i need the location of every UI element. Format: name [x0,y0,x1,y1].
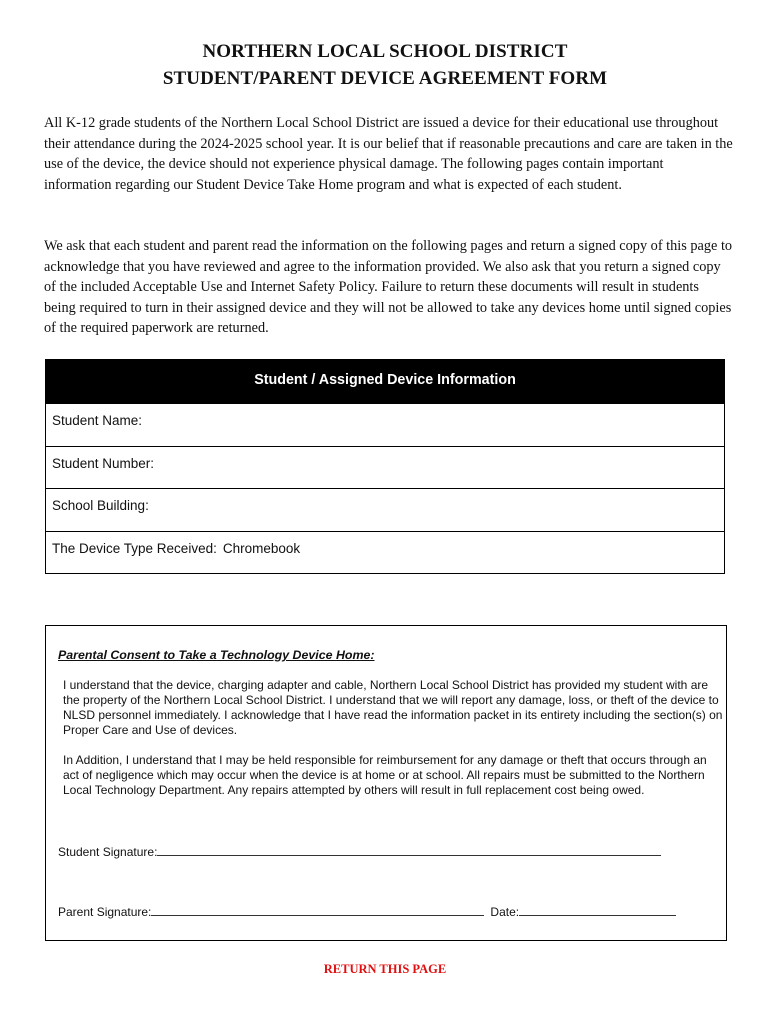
parent-signature-label: Parent Signature: [58,905,152,919]
intro-paragraph-1: All K-12 grade students of the Northern Local School District are issued a device for their educational use throughout their attendance during the 2024-2025 school year. It is our belief that if reasonable precautions and care are taken in the use of the device, the device should not experience physical damage. The following pages contain important information regarding our Student Device Take Home program and what is expected of each student. [44,115,733,193]
student-number-row[interactable] [46,446,724,489]
consent-paragraph-1: I understand that the device, charging adapter and cable, Northern Local School District has provided my student with are the property of the Northern Local School District. I understand that we will report any damage, loss, or theft of the device to NLSD personnel immediately. I acknowledge that I have read the information packet in its entirety including the section(s) on Proper Care and Use of devices. [63,678,723,737]
device-info-table [45,359,725,574]
device-type-label: The Device Type Received: [52,540,217,556]
school-building-label: School Building: [52,498,149,513]
student-signature-line [58,844,661,859]
date-field[interactable] [519,904,676,916]
form-title: STUDENT/PARENT DEVICE AGREEMENT FORM [162,68,608,89]
page-title: NORTHERN LOCAL SCHOOL DISTRICT [202,41,568,62]
student-name-row[interactable] [46,403,724,446]
student-name-label: Student Name: [52,413,143,428]
device-info-header: Student / Assigned Device Information [46,360,724,403]
device-type-row [46,531,724,574]
student-signature-label: Student Signature: [58,845,158,859]
return-this-page-note: RETURN THIS PAGE [323,962,447,976]
device-type-value: Chromebook [222,540,301,556]
parent-signature-field[interactable] [151,904,484,916]
parent-signature-line [58,904,676,919]
school-building-row[interactable] [46,488,724,531]
date-label: Date: [490,905,520,919]
parental-consent-box [45,625,727,941]
student-signature-field[interactable] [157,844,661,856]
consent-paragraph-2: In Addition, I understand that I may be held responsible for reimbursement for any damage or theft that occurs through an act of negligence which may occur when the device is at home or at school. All repairs must be submitted to the Northern Local Technology Department. Any repairs attempted by others will result in full replacement cost being owed. [63,753,707,797]
student-number-label: Student Number: [52,455,155,471]
consent-title: Parental Consent to Take a Technology Device Home: [58,648,375,662]
intro-paragraph-2: We ask that each student and parent read the information on the following pages and return a signed copy of this page to acknowledge that you have reviewed and agree to the information provided. We also ask that you return a signed copy of the included Acceptable Use and Internet Safety Policy. Failure to return these documents will result in students being required to turn in their assigned device and they will not be allowed to take any devices home until signed copies of the required paperwork are returned. [44,238,733,336]
